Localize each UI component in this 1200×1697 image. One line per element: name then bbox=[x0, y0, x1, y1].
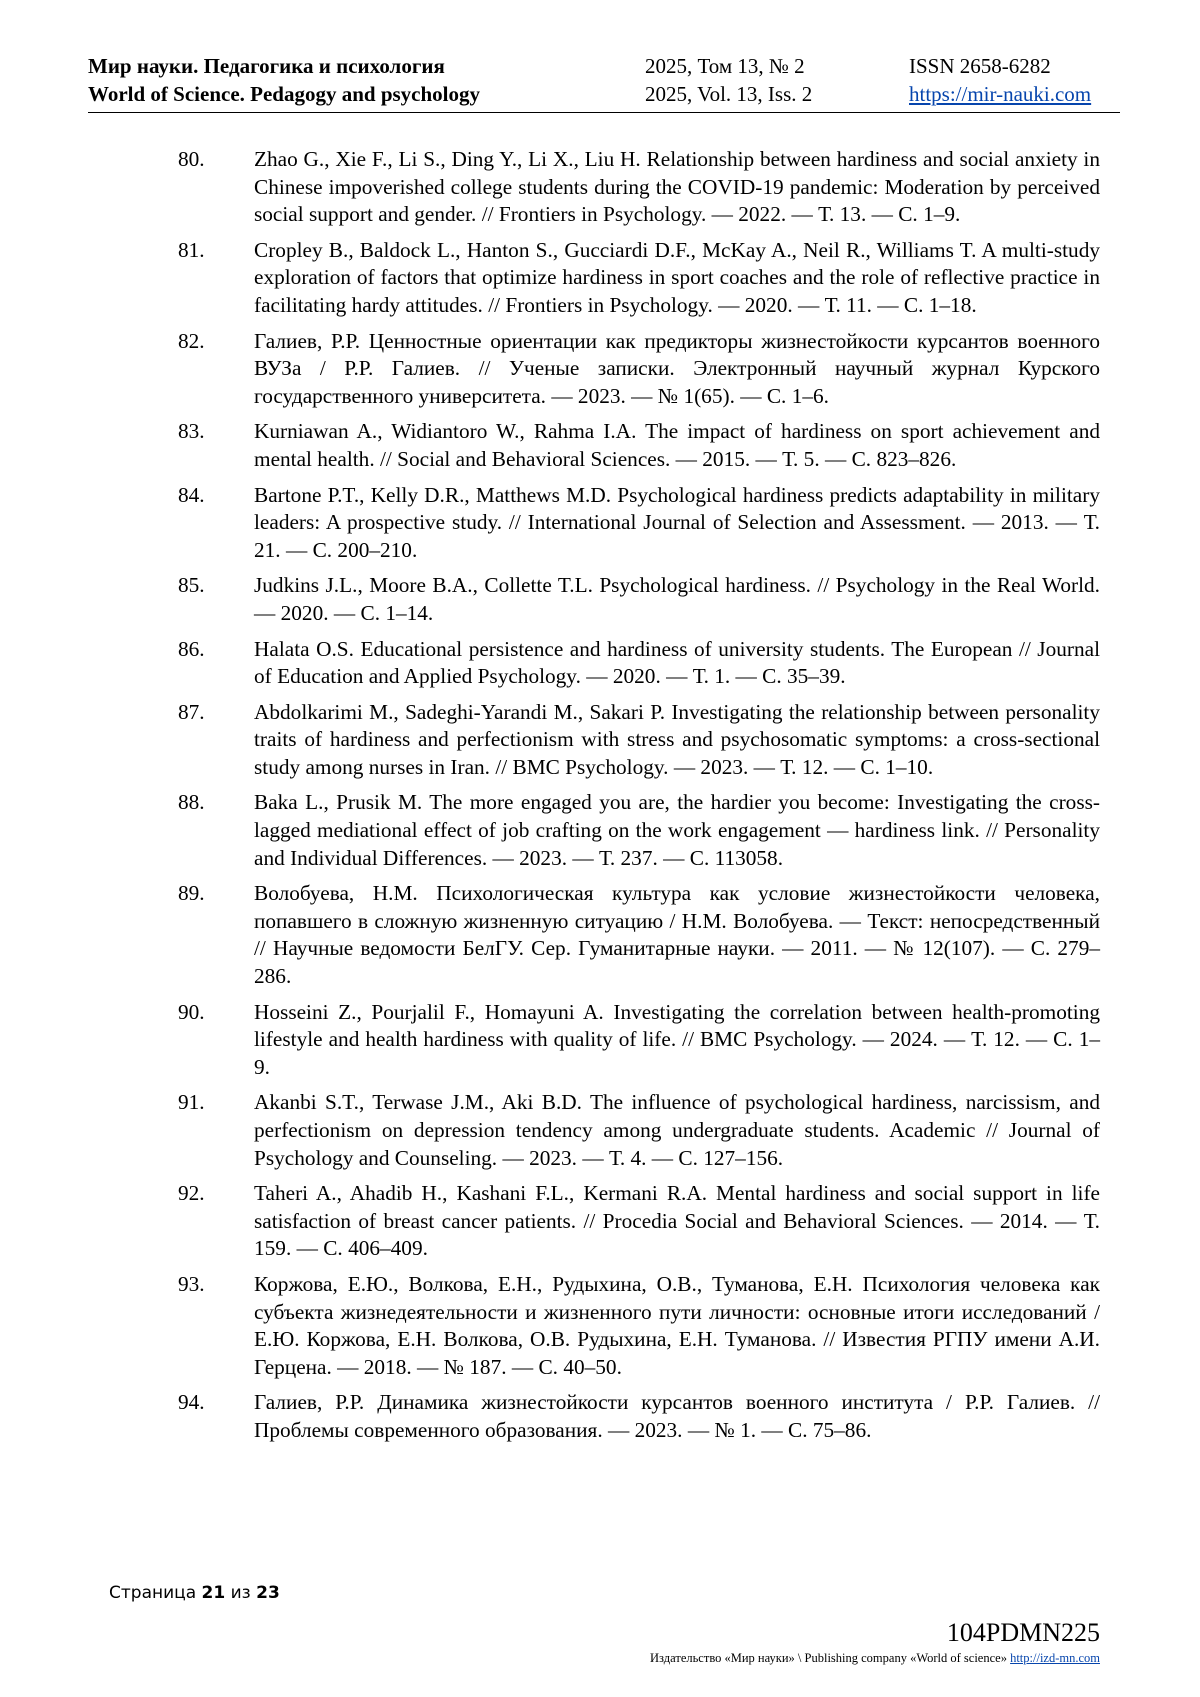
issue-info-en: 2025, Vol. 13, Iss. 2 bbox=[645, 82, 813, 106]
reference-number: 80. bbox=[178, 147, 205, 171]
reference-item bbox=[178, 1271, 1100, 1381]
page-counter bbox=[109, 1583, 280, 1603]
publisher-link[interactable]: http://izd-mn.com bbox=[1010, 1651, 1100, 1665]
reference-number: 92. bbox=[178, 1181, 205, 1206]
reference-text: Halata O.S. Educational persistence and hardiness of university students. The European // Journal of Education and Applied Psychology. — 2020. — Т. 1. — С. 35–39. bbox=[254, 636, 1100, 689]
total-pages: 23 bbox=[256, 1583, 280, 1603]
reference-number: 85. bbox=[178, 573, 205, 598]
reference-item bbox=[178, 1389, 1100, 1444]
journal-link[interactable]: https://mir-nauki.com bbox=[909, 82, 1092, 106]
reference-text: Волобуева, Н.М. Психологическая культура как условие жизнестойкости человека, попавшего в сложную жизненную ситуацию / Н.М. Волобуева. — Текст: непосредственный // Научные ведомости БелГУ. Сер. Гуманитарные науки. — 2011. — № 12(107). — С. 279–286. bbox=[254, 881, 1100, 989]
reference-number: 94. bbox=[178, 1390, 205, 1415]
reference-number: 91. bbox=[178, 1090, 205, 1115]
reference-text: Abdolkarimi M., Sadeghi-Yarandi M., Sakari P. Investigating the relationship between personality traits of hardiness and perfectionism with stress and psychosomatic symptoms: a cross-sectional study among nurses in Iran. // BMC Psychology. — 2023. — Т. 12. — С. 1–10. bbox=[254, 699, 1100, 779]
page-header bbox=[88, 52, 1120, 113]
reference-text: Judkins J.L., Moore B.A., Collette T.L. Psychological hardiness. // Psychology in the Real World. — 2020. — С. 1–14. bbox=[254, 573, 1100, 625]
publisher-text: Издательство «Мир науки» \ Publishing company «World of science» bbox=[650, 1651, 1007, 1665]
reference-number: 81. bbox=[178, 237, 205, 262]
reference-number: 82. bbox=[178, 328, 205, 353]
reference-item bbox=[178, 572, 1100, 627]
publisher-line bbox=[650, 1651, 1100, 1666]
journal-title-ru: Мир науки. Педагогика и психология bbox=[88, 54, 445, 78]
reference-number: 83. bbox=[178, 419, 205, 444]
reference-text: Baka L., Prusik M. The more engaged you are, the hardier you become: Investigating the cross-lagged mediational effect of job crafting on the work engagement — hardiness link. // Personality and Individual Differences. — 2023. — Т. 237. — С. 113058. bbox=[254, 790, 1100, 870]
reference-item bbox=[178, 789, 1100, 872]
article-code: 104PDMN225 bbox=[946, 1618, 1100, 1647]
reference-text: Akanbi S.T., Terwase J.M., Aki B.D. The influence of psychological hardiness, narcissism, and perfectionism on depression tendency among undergraduate students. Academic // Journal of Psychology and Counseling. — 2023. — Т. 4. — С. 127–156. bbox=[254, 1090, 1100, 1170]
reference-item bbox=[178, 482, 1100, 565]
reference-item bbox=[178, 999, 1100, 1082]
reference-text: Hosseini Z., Pourjalil F., Homayuni A. Investigating the correlation between health-promoting lifestyle and health hardiness with quality of life. // BMC Psychology. — 2024. — Т. 12. — С. 1–9. bbox=[254, 999, 1100, 1079]
reference-item bbox=[178, 1089, 1100, 1172]
reference-number: 86. bbox=[178, 636, 205, 661]
reference-text: Kurniawan A., Widiantoro W., Rahma I.A. The impact of hardiness on sport achievement and mental health. // Social and Behavioral Sciences. — 2015. — Т. 5. — С. 823–826. bbox=[254, 419, 1100, 471]
reference-number: 90. bbox=[178, 999, 205, 1024]
journal-title bbox=[88, 52, 480, 108]
journal-identifiers bbox=[909, 52, 1091, 108]
reference-text: Cropley B., Baldock L., Hanton S., Gucciardi D.F., McKay A., Neil R., Williams T. A multi-study exploration of factors that optimize hardiness in sport coaches and the role of reflective practice in facilitating hardy attitudes. // Frontiers in Psychology. — 2020. — Т. 11. — С. 1–18. bbox=[254, 237, 1100, 317]
reference-text: Коржова, Е.Ю., Волкова, Е.Н., Рудыхина, О.В., Туманова, Е.Н. Психология человека как субъекта жизнедеятельности и жизненного пути личности: основные итоги исследований / Е.Ю. Коржова, Е.Н. Волкова, О.В. Рудыхина, Е.Н. Туманова. // Известия РГПУ имени А.И. Герцена. — 2018. — № 187. — С. 40–50. bbox=[254, 1271, 1100, 1379]
reference-item bbox=[178, 237, 1100, 320]
reference-number: 87. bbox=[178, 699, 205, 724]
issue-info bbox=[645, 52, 812, 108]
reference-number: 89. bbox=[178, 881, 205, 906]
reference-item bbox=[178, 146, 1100, 229]
reference-number: 93. bbox=[178, 1271, 205, 1296]
reference-text: Галиев, Р.Р. Ценностные ориентации как предикторы жизнестойкости курсантов военного ВУЗа / Р.Р. Галиев. // Ученые записки. Электронный научный журнал Курского государственного университета. — 2023. — № 1(65). — С. 1–6. bbox=[254, 328, 1100, 408]
journal-title-en: World of Science. Pedagogy and psychology bbox=[88, 82, 481, 106]
page-word: Страница bbox=[109, 1583, 197, 1603]
current-page: 21 bbox=[201, 1583, 226, 1603]
reference-text: Zhao G., Xie F., Li S., Ding Y., Li X., Liu H. Relationship between hardiness and social anxiety in Chinese impoverished college students during the COVID-19 pandemic: Moderation by perceived social support and gender. // Frontiers in Psychology. — 2022. — Т. 13. — С. 1–9. bbox=[254, 147, 1100, 227]
reference-text: Bartone P.T., Kelly D.R., Matthews M.D. Psychological hardiness predicts adaptability in military leaders: A prospective study. // International Journal of Selection and Assessment. — 2013. — Т. 21. — С. 200–210. bbox=[254, 482, 1100, 562]
reference-item bbox=[178, 328, 1100, 411]
issue-info-ru: 2025, Том 13, № 2 bbox=[645, 54, 805, 78]
reference-item bbox=[178, 699, 1100, 782]
reference-number: 84. bbox=[178, 482, 205, 507]
reference-number: 88. bbox=[178, 790, 205, 815]
reference-item bbox=[178, 880, 1100, 990]
reference-item bbox=[178, 636, 1100, 691]
reference-item bbox=[178, 418, 1100, 473]
issn: ISSN 2658-6282 bbox=[909, 54, 1051, 78]
reference-text: Галиев, Р.Р. Динамика жизнестойкости курсантов военного института / Р.Р. Галиев. // Проблемы современного образования. — 2023. — № 1. — С. 75–86. bbox=[254, 1390, 1100, 1442]
page-of-word: из bbox=[230, 1583, 251, 1603]
reference-item bbox=[178, 1180, 1100, 1263]
reference-list bbox=[178, 146, 1100, 1453]
reference-text: Taheri A., Ahadib H., Kashani F.L., Kermani R.A. Mental hardiness and social support in life satisfaction of breast cancer patients. // Procedia Social and Behavioral Sciences. — 2014. — Т. 159. — С. 406–409. bbox=[254, 1181, 1100, 1261]
